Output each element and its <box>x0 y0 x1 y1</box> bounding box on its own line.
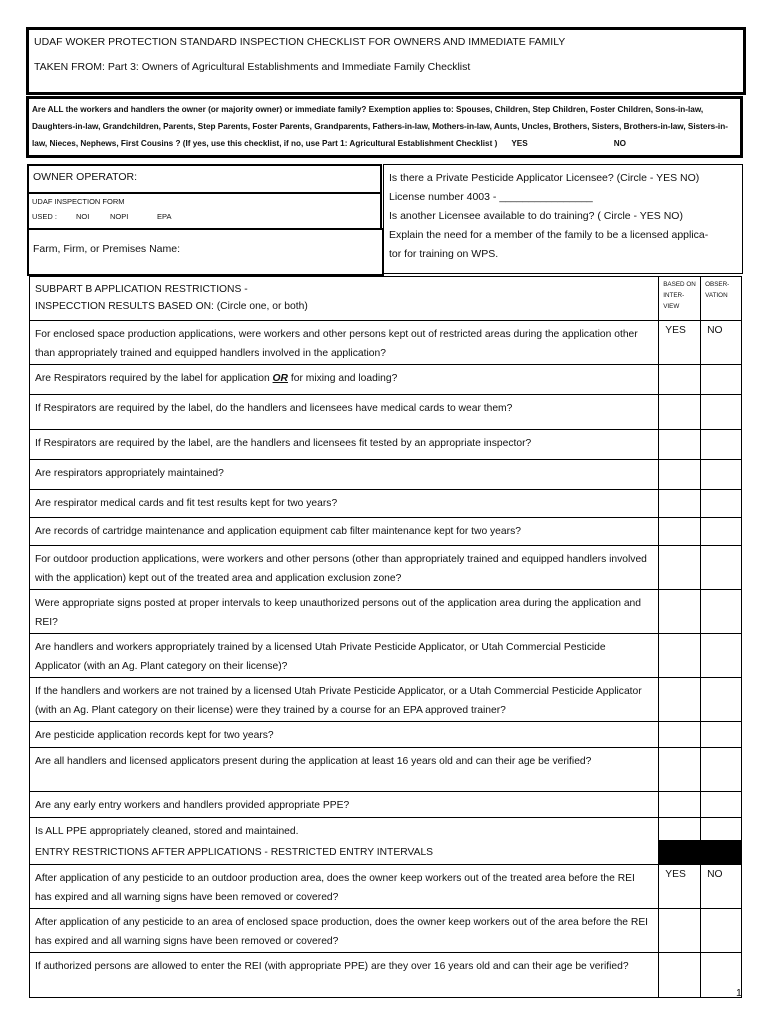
col-interview-header: BASED ON INTER-VIEW <box>658 277 700 320</box>
form-option-noi[interactable]: NOI <box>76 212 90 221</box>
table-header-row <box>30 277 741 321</box>
question-text: Are respirator medical cards and fit test results kept for two years? <box>35 498 338 509</box>
question-text: Are records of cartridge maintenance and application equipment cab filter maintenance kept for two years? <box>35 526 521 537</box>
answer-interview-cell[interactable] <box>658 590 700 633</box>
answer-interview-cell[interactable] <box>658 792 700 817</box>
table-row <box>30 818 741 840</box>
answer-observation-cell[interactable] <box>700 395 741 429</box>
answer-interview-cell[interactable] <box>658 748 700 791</box>
table-row <box>30 321 741 365</box>
entry-restrictions-title: ENTRY RESTRICTIONS AFTER APPLICATIONS - RESTRICTED ENTRY INTERVALS <box>35 847 434 858</box>
question-text: For outdoor production applications, were workers and other persons (other than appropriately trained and equipped handlers involved with the application) kept out of the treated area and application exclusion zone? <box>35 554 647 584</box>
table-row <box>30 460 741 490</box>
question-text: Are Respirators required by the label for application OR for mixing and loading? <box>35 373 398 384</box>
table-row <box>30 546 741 590</box>
explain-need-line1: Explain the need for a member of the family to be a licensed applica- <box>389 229 709 241</box>
question-text: Are pesticide application records kept for two years? <box>35 730 274 741</box>
table-row <box>30 865 741 909</box>
answer-observation-cell[interactable] <box>700 678 741 721</box>
table-row <box>30 518 741 546</box>
answer-observation-cell[interactable] <box>700 634 741 677</box>
answer-observation-cell[interactable] <box>700 748 741 791</box>
question-text: Were appropriate signs posted at proper intervals to keep unauthorized persons out of the application area during the application and REI? <box>35 598 642 628</box>
table-row <box>30 678 741 722</box>
answer-observation-cell[interactable] <box>700 818 741 840</box>
form-option-nopi[interactable]: NOPI <box>110 212 129 221</box>
answer-interview-cell[interactable] <box>658 430 700 459</box>
answer-observation-cell[interactable] <box>700 953 741 997</box>
answer-interview-cell[interactable] <box>658 546 700 589</box>
black-cell <box>658 840 700 864</box>
question-text: After application of any pesticide to an area of enclosed space production, does the owner keep workers out of the area before the REI has expired and all warning signs have been removed or covered? <box>35 917 649 947</box>
answer-interview-cell[interactable] <box>658 460 700 489</box>
answer-observation-cell[interactable] <box>700 460 741 489</box>
question-text: If the handlers and workers are not trained by a licensed Utah Private Pesticide Applicator, or a Utah Commercial Pesticide Applicator (with an Ag. Plant category on their license) were they trained by a course for an EPA approved trainer? <box>35 686 642 716</box>
entry-restrictions-header-row <box>30 840 741 865</box>
answer-interview-cell[interactable] <box>658 953 700 997</box>
col-observation-header: OBSER-VATION <box>700 277 741 320</box>
subpart-subtitle: INSPECCTION RESULTS BASED ON: (Circle one, or both) <box>35 301 308 312</box>
exemption-text: Are ALL the workers and handlers the owner (or majority owner) or immediate family? Exemption applies to: Spouses, Children, Step Children, Foster Children, Sons-in-law, Daughters-in-law, Grandchildren, Parents, Step Parents, Foster Parents, Grandparents, Fathers-in-law, Mothers-in-law, Aunts, Uncles, Brothers, Sisters, Brothers-in-law, Sisters-in-law, Nieces, Nephews, First Cousins ? (If yes, use this checklist, if no, use Part 1: Agricultural Establishment Checklist ) YES NO <box>32 105 728 148</box>
table-row <box>30 490 741 518</box>
table-row <box>30 590 741 634</box>
taken-from: TAKEN FROM: Part 3: Owners of Agricultural Establishments and Immediate Family Checklist <box>34 61 471 73</box>
question-text: Are all handlers and licensed applicators present during the application at least 16 years old and can their age be verified? <box>35 756 592 767</box>
question-text: If authorized persons are allowed to enter the REI (with appropriate PPE) are they over 16 years old and can their age be verified? <box>35 961 629 972</box>
question-text: If Respirators are required by the label, do the handlers and licensees have medical cards to wear them? <box>35 403 513 414</box>
answer-observation-cell[interactable] <box>700 518 741 545</box>
black-cell <box>700 840 741 864</box>
answer-interview-cell[interactable] <box>658 909 700 952</box>
answer-observation-cell[interactable] <box>700 546 741 589</box>
question-text: For enclosed space production applications, were workers and other persons kept out of restricted areas during the application other than appropriately trained and equipped handlers involved in the application? <box>35 329 638 359</box>
answer-interview-cell[interactable] <box>658 365 700 394</box>
question-text: After application of any pesticide to an outdoor production area, does the owner keep workers out of the treated area before the REI has expired and all warning signs have been removed or covered? <box>35 873 635 903</box>
subpart-title: SUBPART B APPLICATION RESTRICTIONS - <box>35 284 248 295</box>
answer-observation-cell[interactable] <box>700 722 741 747</box>
question-text: Are respirators appropriately maintained? <box>35 468 224 479</box>
owner-operator-label: OWNER OPERATOR: <box>33 171 138 183</box>
answer-interview-cell[interactable] <box>658 518 700 545</box>
answer-interview-cell[interactable] <box>658 634 700 677</box>
table-row <box>30 634 741 678</box>
answer-observation-cell[interactable] <box>700 909 741 952</box>
explain-need-line2: tor for training on WPS. <box>389 248 499 260</box>
subpart-header <box>30 277 658 320</box>
question-text: If Respirators are required by the label, are the handlers and licensees fit tested by an appropriate inspector? <box>35 438 532 449</box>
form-used-label: USED : <box>32 212 58 221</box>
license-number: License number 4003 - ________________ <box>389 191 593 203</box>
licensee-question: Is there a Private Pesticide Applicator Licensee? (Circle - YES NO) <box>389 172 700 184</box>
form-title: UDAF WOKER PROTECTION STANDARD INSPECTION CHECKLIST FOR OWNERS AND IMMEDIATE FAMILY <box>34 36 566 48</box>
table-row <box>30 395 741 430</box>
answer-observation-cell[interactable]: NO <box>700 321 741 364</box>
answer-interview-cell[interactable] <box>658 490 700 517</box>
table-row <box>30 953 741 997</box>
table-row <box>30 365 741 395</box>
inspection-form-label: UDAF INSPECTION FORM <box>32 197 125 206</box>
table-row <box>30 430 741 460</box>
farm-name-label: Farm, Firm, or Premises Name: <box>33 243 181 255</box>
question-text: Are any early entry workers and handlers provided appropriate PPE? <box>35 800 350 811</box>
exemption-yes[interactable]: YES <box>511 139 528 148</box>
answer-observation-cell[interactable] <box>700 590 741 633</box>
question-text: Is ALL PPE appropriately cleaned, stored and maintained. <box>35 826 299 837</box>
table-row <box>30 792 741 818</box>
checklist-table <box>29 276 742 998</box>
answer-interview-cell[interactable] <box>658 395 700 429</box>
form-option-epa[interactable]: EPA <box>157 212 172 221</box>
answer-interview-cell[interactable]: YES <box>658 321 700 364</box>
exemption-no[interactable]: NO <box>613 139 626 148</box>
other-licensee-question: Is another Licensee available to do training? ( Circle - YES NO) <box>389 210 683 222</box>
question-text: Are handlers and workers appropriately trained by a licensed Utah Private Pesticide Applicator, or Utah Commercial Pesticide Applicator (with an Ag. Plant category on their license)? <box>35 642 606 672</box>
answer-observation-cell[interactable]: NO <box>700 865 741 908</box>
table-row <box>30 909 741 953</box>
table-row <box>30 748 741 792</box>
answer-observation-cell[interactable] <box>700 365 741 394</box>
answer-interview-cell[interactable] <box>658 818 700 840</box>
answer-interview-cell[interactable] <box>658 678 700 721</box>
page-number: 1 <box>736 987 742 999</box>
answer-observation-cell[interactable] <box>700 430 741 459</box>
answer-observation-cell[interactable] <box>700 792 741 817</box>
answer-observation-cell[interactable] <box>700 490 741 517</box>
table-row <box>30 722 741 748</box>
answer-interview-cell[interactable]: YES <box>658 865 700 908</box>
answer-interview-cell[interactable] <box>658 722 700 747</box>
